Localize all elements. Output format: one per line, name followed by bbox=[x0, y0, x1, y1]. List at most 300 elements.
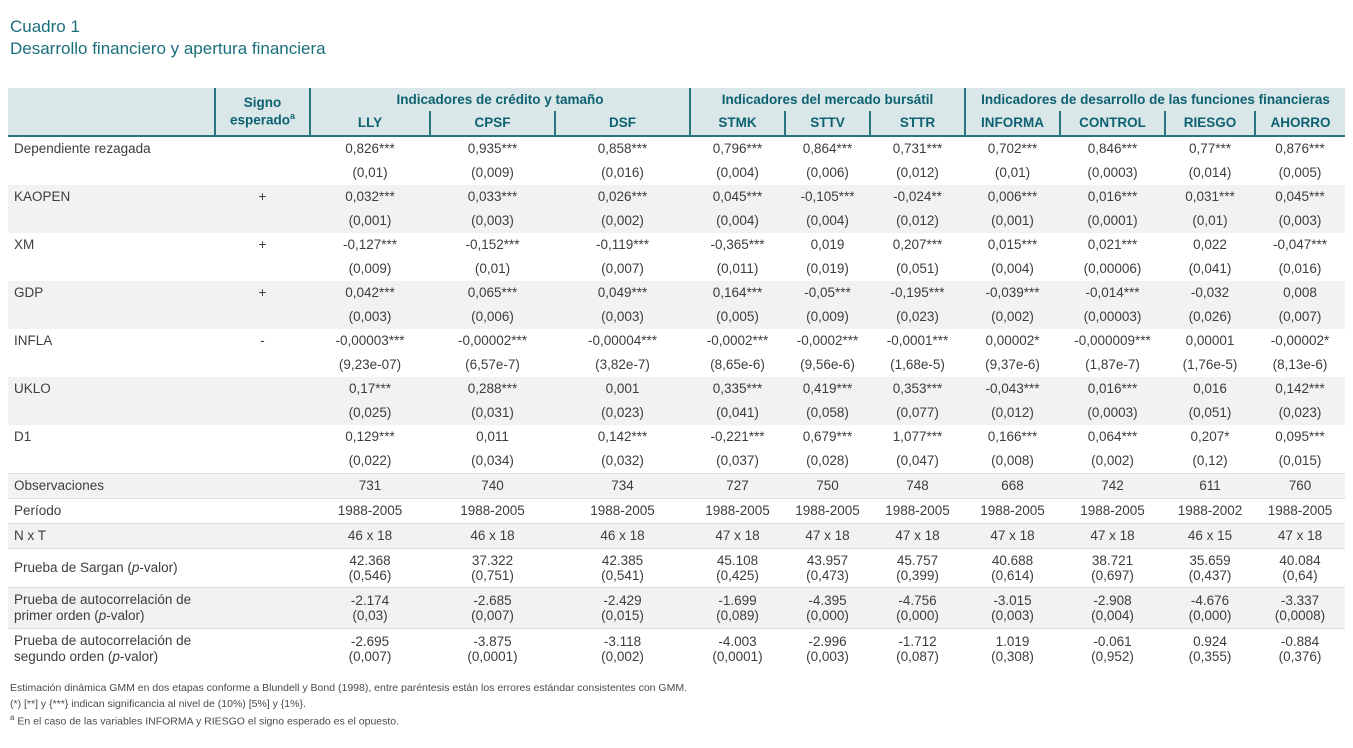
p-value: (0,751) bbox=[471, 567, 514, 583]
se-cell: (0,032) bbox=[601, 452, 644, 468]
se-cell: (6,57e-7) bbox=[465, 356, 520, 372]
se-cell: (0,004) bbox=[785, 209, 870, 233]
coef-cell: 0,864*** bbox=[802, 140, 853, 156]
se-cell: (0,009) bbox=[348, 260, 392, 276]
stat-value: 40.688 bbox=[991, 552, 1034, 568]
stat-cell bbox=[690, 628, 785, 669]
se-cell: (0,0003) bbox=[1087, 164, 1138, 180]
value-cell: 1988-2002 bbox=[1165, 498, 1255, 523]
stat-value: 45.108 bbox=[716, 552, 759, 568]
se-cell: (0,028) bbox=[806, 452, 849, 468]
se-cell: (3,82e-7) bbox=[595, 356, 650, 372]
stat-value: 37.322 bbox=[471, 552, 514, 568]
column-header-informa: INFORMA bbox=[965, 111, 1060, 136]
signo-cell bbox=[215, 136, 310, 185]
p-value: (0,007) bbox=[348, 648, 392, 664]
coef-cell: 0,207*** bbox=[892, 236, 943, 252]
p-value: (0,425) bbox=[716, 567, 759, 583]
row-label: Período bbox=[8, 498, 215, 523]
stat-cell bbox=[430, 587, 555, 628]
coef-cell: -0,119*** bbox=[595, 236, 650, 252]
table-row bbox=[8, 548, 1345, 587]
value-cell: 731 bbox=[310, 473, 430, 498]
table-row bbox=[8, 185, 1345, 209]
stat-cell bbox=[1255, 628, 1345, 669]
coef-cell: 0,001 bbox=[555, 377, 690, 401]
se-cell: (0,034) bbox=[471, 452, 514, 468]
coef-cell: 0,042*** bbox=[310, 281, 430, 305]
table-caption bbox=[10, 16, 1345, 61]
stat-cell bbox=[310, 628, 430, 669]
se-cell: (0,005) bbox=[1278, 164, 1322, 180]
se-cell: (0,01) bbox=[994, 164, 1031, 180]
stat-value: -1.712 bbox=[898, 633, 937, 649]
stat-cell bbox=[870, 548, 965, 587]
group-header-credito: Indicadores de crédito y tamaño bbox=[310, 88, 690, 112]
se-cell: (0,019) bbox=[806, 260, 849, 276]
p-value: (0,0001) bbox=[467, 648, 518, 664]
coef-cell: -0,047*** bbox=[1272, 236, 1328, 252]
coef-cell: 0,008 bbox=[1255, 281, 1345, 305]
value-cell: 742 bbox=[1060, 473, 1165, 498]
se-cell: (0,008) bbox=[991, 452, 1034, 468]
value-cell: 734 bbox=[555, 473, 690, 498]
signo-esperado-sup: a bbox=[290, 110, 296, 121]
se-cell: (0,007) bbox=[1255, 305, 1345, 329]
se-cell: (0,022) bbox=[348, 452, 392, 468]
p-value: (0,015) bbox=[601, 607, 644, 623]
stat-cell bbox=[555, 628, 690, 669]
table-number: Cuadro 1 bbox=[10, 17, 80, 36]
signo-cell bbox=[215, 587, 310, 628]
stat-cell bbox=[785, 587, 870, 628]
stat-value: -4.395 bbox=[808, 592, 847, 608]
column-header-cpsf: CPSF bbox=[430, 111, 555, 136]
footnote-signo-sup: a bbox=[10, 713, 15, 723]
group-header-row bbox=[8, 88, 1345, 112]
coef-cell: 0,207* bbox=[1190, 428, 1230, 444]
table-row bbox=[8, 628, 1345, 669]
se-cell: (0,01) bbox=[1165, 209, 1255, 233]
se-cell: (8,13e-6) bbox=[1272, 356, 1328, 372]
column-header-lly: LLY bbox=[310, 111, 430, 136]
table-row bbox=[8, 498, 1345, 523]
p-value: (0,437) bbox=[1188, 567, 1232, 583]
stat-value: -2.996 bbox=[808, 633, 847, 649]
p-value: (0,03) bbox=[352, 607, 388, 623]
coef-cell: -0,00002* bbox=[1270, 332, 1330, 348]
p-value: (0,003) bbox=[806, 648, 849, 664]
stat-cell bbox=[1165, 628, 1255, 669]
stat-cell bbox=[1060, 628, 1165, 669]
coef-cell: 0,026*** bbox=[555, 185, 690, 209]
coef-cell: 0,006*** bbox=[965, 185, 1060, 209]
coef-cell: -0,00004*** bbox=[587, 332, 658, 348]
column-header-control: CONTROL bbox=[1060, 111, 1165, 136]
footnote-gmm: Estimación dinámica GMM en dos etapas conforme a Blundell y Bond (1998), entre paréntesis están los errores estándar consistentes con GMM. bbox=[10, 681, 687, 694]
stat-cell bbox=[555, 548, 690, 587]
column-header-dsf: DSF bbox=[555, 111, 690, 136]
coef-cell: -0,127*** bbox=[342, 236, 398, 252]
se-cell: (0,077) bbox=[870, 401, 965, 425]
coef-cell: 0,045*** bbox=[690, 185, 785, 209]
se-cell: (0,003) bbox=[555, 305, 690, 329]
table-row bbox=[8, 136, 1345, 161]
value-cell: 47 x 18 bbox=[1060, 523, 1165, 548]
row-label: Dependiente rezagada bbox=[14, 140, 151, 156]
p-value: (0,004) bbox=[1091, 607, 1134, 623]
signo-cell: + bbox=[215, 185, 310, 233]
table-row bbox=[8, 377, 1345, 401]
p-value: (0,64) bbox=[1282, 567, 1318, 583]
se-cell: (0,037) bbox=[716, 452, 759, 468]
value-cell: 611 bbox=[1165, 473, 1255, 498]
se-cell: (0,12) bbox=[1192, 452, 1228, 468]
p-value: (0,399) bbox=[896, 567, 939, 583]
se-cell: (0,041) bbox=[690, 401, 785, 425]
se-cell: (0,006) bbox=[430, 305, 555, 329]
coef-cell: 0,019 bbox=[810, 236, 845, 252]
coef-cell: 0,419*** bbox=[785, 377, 870, 401]
results-table bbox=[8, 88, 1345, 669]
value-cell: 47 x 18 bbox=[965, 523, 1060, 548]
value-cell: 47 x 18 bbox=[785, 523, 870, 548]
stat-cell bbox=[690, 548, 785, 587]
row-label: Prueba de autocorrelación de segundo orden (p-valor) bbox=[8, 628, 215, 669]
se-cell: (0,003) bbox=[310, 305, 430, 329]
signo-cell bbox=[215, 548, 310, 587]
value-cell: 1988-2005 bbox=[430, 498, 555, 523]
p-value: (0,376) bbox=[1278, 648, 1322, 664]
stat-cell bbox=[1060, 587, 1165, 628]
value-cell: 1988-2005 bbox=[870, 498, 965, 523]
coef-cell: 0,015*** bbox=[987, 236, 1038, 252]
value-cell: 727 bbox=[690, 473, 785, 498]
value-cell: 47 x 18 bbox=[1255, 523, 1345, 548]
stat-value: 0.924 bbox=[1193, 633, 1227, 649]
stat-value: 42.368 bbox=[349, 552, 391, 568]
value-cell: 46 x 18 bbox=[310, 523, 430, 548]
signo-cell bbox=[215, 473, 310, 498]
row-label: N x T bbox=[8, 523, 215, 548]
page-title: Desarrollo financiero y apertura financiera bbox=[10, 39, 326, 59]
stat-value: -2.429 bbox=[603, 592, 642, 608]
value-cell: 46 x 18 bbox=[430, 523, 555, 548]
coef-cell: 0,095*** bbox=[1275, 428, 1325, 444]
stat-value: -2.695 bbox=[350, 633, 390, 649]
coef-cell: 0,846*** bbox=[1087, 140, 1138, 156]
stat-cell bbox=[555, 587, 690, 628]
stat-cell bbox=[965, 587, 1060, 628]
stat-value: 43.957 bbox=[806, 552, 849, 568]
se-cell: (0,012) bbox=[870, 209, 965, 233]
signo-cell bbox=[215, 425, 310, 474]
coef-cell: -0,039*** bbox=[965, 281, 1060, 305]
table-row bbox=[8, 587, 1345, 628]
p-value: (0,0008) bbox=[1274, 607, 1326, 623]
coef-cell: -0,0001*** bbox=[886, 332, 949, 348]
value-cell: 740 bbox=[430, 473, 555, 498]
table-header bbox=[8, 88, 1345, 136]
coef-cell: 0,031*** bbox=[1165, 185, 1255, 209]
coef-cell: 0,679*** bbox=[802, 428, 853, 444]
row-label: D1 bbox=[14, 428, 32, 444]
coef-cell: 0,796*** bbox=[712, 140, 763, 156]
coef-cell: -0,00003*** bbox=[335, 332, 405, 348]
stat-value: -4.676 bbox=[1190, 592, 1230, 608]
se-cell: (0,003) bbox=[430, 209, 555, 233]
coef-cell: 0,022 bbox=[1193, 236, 1227, 252]
coef-cell: 0,77*** bbox=[1188, 140, 1232, 156]
se-cell: (0,015) bbox=[1278, 452, 1322, 468]
column-header-ahorro: AHORRO bbox=[1255, 111, 1345, 136]
value-cell: 1988-2005 bbox=[1255, 498, 1345, 523]
coef-cell: 0,129*** bbox=[345, 428, 395, 444]
p-value: (0,541) bbox=[601, 567, 644, 583]
stat-value: -3.875 bbox=[473, 633, 512, 649]
se-cell: (0,004) bbox=[716, 164, 759, 180]
stat-cell bbox=[965, 548, 1060, 587]
se-cell: (0,026) bbox=[1165, 305, 1255, 329]
se-cell: (8,65e-6) bbox=[710, 356, 765, 372]
row-label: UKLO bbox=[8, 377, 215, 425]
se-cell: (0,058) bbox=[785, 401, 870, 425]
coef-cell: 0,00001 bbox=[1185, 332, 1235, 348]
se-cell: (0,001) bbox=[965, 209, 1060, 233]
se-cell: (0,009) bbox=[785, 305, 870, 329]
se-cell: (1,68e-5) bbox=[890, 356, 945, 372]
stat-value: -3.015 bbox=[993, 592, 1032, 608]
se-cell: (0,009) bbox=[471, 164, 514, 180]
se-cell: (0,051) bbox=[1165, 401, 1255, 425]
p-value: (0,697) bbox=[1091, 567, 1134, 583]
signo-cell bbox=[215, 523, 310, 548]
se-cell: (1,76e-5) bbox=[1182, 356, 1238, 372]
row-label: Prueba de autocorrelación de primer orden (p-valor) bbox=[8, 587, 215, 628]
stat-value: -1.699 bbox=[718, 592, 757, 608]
column-header-sttv: STTV bbox=[785, 111, 870, 136]
column-header-stmk: STMK bbox=[690, 111, 785, 136]
stat-value: 42.385 bbox=[601, 552, 644, 568]
table-row bbox=[8, 523, 1345, 548]
se-cell: (0,001) bbox=[310, 209, 430, 233]
se-cell: (0,047) bbox=[896, 452, 939, 468]
se-cell: (0,01) bbox=[474, 260, 511, 276]
column-header-sttr: STTR bbox=[870, 111, 965, 136]
value-cell: 760 bbox=[1255, 473, 1345, 498]
value-cell: 1988-2005 bbox=[965, 498, 1060, 523]
p-value: (0,087) bbox=[896, 648, 939, 664]
se-cell: (0,004) bbox=[690, 209, 785, 233]
coef-cell: 0,011 bbox=[476, 428, 509, 444]
signo-cell bbox=[215, 498, 310, 523]
coef-cell: -0,024** bbox=[870, 185, 965, 209]
stat-cell bbox=[430, 628, 555, 669]
stat-value: -2.685 bbox=[473, 592, 512, 608]
signo-cell: - bbox=[260, 332, 265, 348]
value-cell: 47 x 18 bbox=[870, 523, 965, 548]
value-cell: 1988-2005 bbox=[555, 498, 690, 523]
coef-cell: -0,105*** bbox=[785, 185, 870, 209]
value-cell: 668 bbox=[965, 473, 1060, 498]
table-row bbox=[8, 233, 1345, 257]
se-cell: (0,016) bbox=[601, 164, 644, 180]
stat-value: 45.757 bbox=[896, 552, 939, 568]
p-value: (0,000) bbox=[896, 607, 939, 623]
group-header-bursatil: Indicadores del mercado bursátil bbox=[690, 88, 965, 112]
se-cell: (0,004) bbox=[991, 260, 1034, 276]
value-cell: 748 bbox=[870, 473, 965, 498]
coef-cell: 0,858*** bbox=[597, 140, 648, 156]
coef-cell: -0,221*** bbox=[710, 428, 765, 444]
table-row bbox=[8, 425, 1345, 449]
table-body bbox=[8, 136, 1345, 669]
stat-value: -3.118 bbox=[603, 633, 642, 649]
signo-esperado-label: Signo esperado bbox=[229, 95, 290, 128]
se-cell: (0,01) bbox=[352, 164, 388, 180]
value-cell: 47 x 18 bbox=[690, 523, 785, 548]
p-value: (0,089) bbox=[716, 607, 759, 623]
coef-cell: -0,0002*** bbox=[796, 332, 859, 348]
se-cell: (0,014) bbox=[1188, 164, 1232, 180]
signo-cell bbox=[215, 377, 310, 425]
se-cell: (1,87e-7) bbox=[1085, 356, 1140, 372]
se-cell: (0,031) bbox=[430, 401, 555, 425]
stat-value: -2.174 bbox=[350, 592, 390, 608]
coef-cell: -0,152*** bbox=[465, 236, 520, 252]
se-cell: (0,023) bbox=[870, 305, 965, 329]
stat-value: -0.884 bbox=[1280, 633, 1320, 649]
p-value: (0,952) bbox=[1091, 648, 1134, 664]
value-cell: 46 x 15 bbox=[1165, 523, 1255, 548]
signo-cell: + bbox=[258, 236, 267, 252]
se-cell: (0,025) bbox=[310, 401, 430, 425]
coef-cell: -0,000009*** bbox=[1074, 332, 1151, 348]
coef-cell: -0,032 bbox=[1165, 281, 1255, 305]
p-value: (0,308) bbox=[991, 648, 1034, 664]
coef-cell: 0,142*** bbox=[597, 428, 648, 444]
footnotes bbox=[10, 681, 698, 731]
se-cell: (0,003) bbox=[1255, 209, 1345, 233]
coef-cell: 0,335*** bbox=[690, 377, 785, 401]
stat-value: 35.659 bbox=[1189, 552, 1231, 568]
coef-cell: 0,016 bbox=[1165, 377, 1255, 401]
coef-cell: 0,731*** bbox=[892, 140, 943, 156]
coef-cell: 0,033*** bbox=[430, 185, 555, 209]
coef-cell: -0,014*** bbox=[1060, 281, 1165, 305]
se-cell: (0,00003) bbox=[1060, 305, 1165, 329]
se-cell: (9,56e-6) bbox=[800, 356, 855, 372]
coef-cell: 0,17*** bbox=[310, 377, 430, 401]
coef-cell: 0,049*** bbox=[555, 281, 690, 305]
row-label: KAOPEN bbox=[8, 185, 215, 233]
coef-cell: 0,016*** bbox=[1060, 185, 1165, 209]
coef-cell: 0,702*** bbox=[987, 140, 1038, 156]
stat-cell bbox=[310, 548, 430, 587]
stat-value: 38.721 bbox=[1091, 552, 1134, 568]
table-row bbox=[8, 473, 1345, 498]
value-cell: 1988-2005 bbox=[310, 498, 430, 523]
value-cell: 750 bbox=[785, 473, 870, 498]
value-cell: 1988-2005 bbox=[690, 498, 785, 523]
signo-esperado-header bbox=[215, 88, 310, 136]
se-cell: (0,051) bbox=[896, 260, 939, 276]
column-header-riesgo: RIESGO bbox=[1165, 111, 1255, 136]
se-cell: (0,011) bbox=[716, 260, 759, 276]
group-header-funciones: Indicadores de desarrollo de las funciones financieras bbox=[965, 88, 1345, 112]
row-label: Observaciones bbox=[8, 473, 215, 498]
coef-cell: 0,021*** bbox=[1087, 236, 1138, 252]
stat-value: -2.908 bbox=[1093, 592, 1132, 608]
stat-cell bbox=[870, 628, 965, 669]
stat-cell bbox=[965, 628, 1060, 669]
stat-cell bbox=[1255, 587, 1345, 628]
stat-value: -3.337 bbox=[1280, 592, 1320, 608]
se-cell: (0,005) bbox=[690, 305, 785, 329]
stat-cell bbox=[1165, 548, 1255, 587]
se-cell: (9,23e-07) bbox=[338, 356, 402, 372]
stat-value: -4.756 bbox=[898, 592, 937, 608]
stat-cell bbox=[870, 587, 965, 628]
coef-cell: -0,00002*** bbox=[457, 332, 528, 348]
corner-cell bbox=[8, 88, 215, 136]
stat-cell bbox=[785, 628, 870, 669]
stat-value: -4.003 bbox=[718, 633, 757, 649]
se-cell: (0,041) bbox=[1188, 260, 1232, 276]
coef-cell: 0,032*** bbox=[310, 185, 430, 209]
coef-cell: 1,077*** bbox=[892, 428, 943, 444]
coef-cell: 0,826*** bbox=[345, 140, 395, 156]
coef-cell: 0,876*** bbox=[1275, 140, 1325, 156]
value-cell: 1988-2005 bbox=[785, 498, 870, 523]
coef-cell: 0,00002* bbox=[985, 332, 1040, 348]
se-cell: (0,002) bbox=[555, 209, 690, 233]
p-value: (0,0001) bbox=[712, 648, 763, 664]
coef-cell: 0,353*** bbox=[870, 377, 965, 401]
stat-value: 1.019 bbox=[995, 633, 1030, 649]
p-value: (0,007) bbox=[471, 607, 514, 623]
value-cell: 1988-2005 bbox=[1060, 498, 1165, 523]
se-cell: (0,016) bbox=[1278, 260, 1322, 276]
se-cell: (0,007) bbox=[601, 260, 644, 276]
footnote-significance: (*) [**] y {***} indican significancia al nivel de (10%) [5%] y {1%}. bbox=[10, 697, 306, 710]
p-value: (0,000) bbox=[806, 607, 849, 623]
stat-cell bbox=[1165, 587, 1255, 628]
se-cell: (0,002) bbox=[1091, 452, 1134, 468]
se-cell: (0,002) bbox=[965, 305, 1060, 329]
se-cell: (0,006) bbox=[806, 164, 849, 180]
se-cell: (0,012) bbox=[896, 164, 939, 180]
se-cell: (0,023) bbox=[1255, 401, 1345, 425]
coef-cell: 0,935*** bbox=[467, 140, 518, 156]
se-cell: (0,0001) bbox=[1060, 209, 1165, 233]
p-value: (0,002) bbox=[601, 648, 644, 664]
table-row bbox=[8, 281, 1345, 305]
se-cell: (0,023) bbox=[555, 401, 690, 425]
coef-cell: 0,288*** bbox=[430, 377, 555, 401]
row-label: XM bbox=[14, 236, 35, 252]
se-cell: (0,00006) bbox=[1083, 260, 1142, 276]
row-label: Prueba de Sargan (p-valor) bbox=[8, 548, 215, 587]
se-cell: (0,012) bbox=[965, 401, 1060, 425]
stat-cell bbox=[1255, 548, 1345, 587]
p-value: (0,355) bbox=[1188, 648, 1232, 664]
coef-cell: -0,365*** bbox=[710, 236, 765, 252]
stat-cell bbox=[310, 587, 430, 628]
stat-cell bbox=[1060, 548, 1165, 587]
se-cell: (0,0003) bbox=[1060, 401, 1165, 425]
coef-cell: 0,045*** bbox=[1255, 185, 1345, 209]
